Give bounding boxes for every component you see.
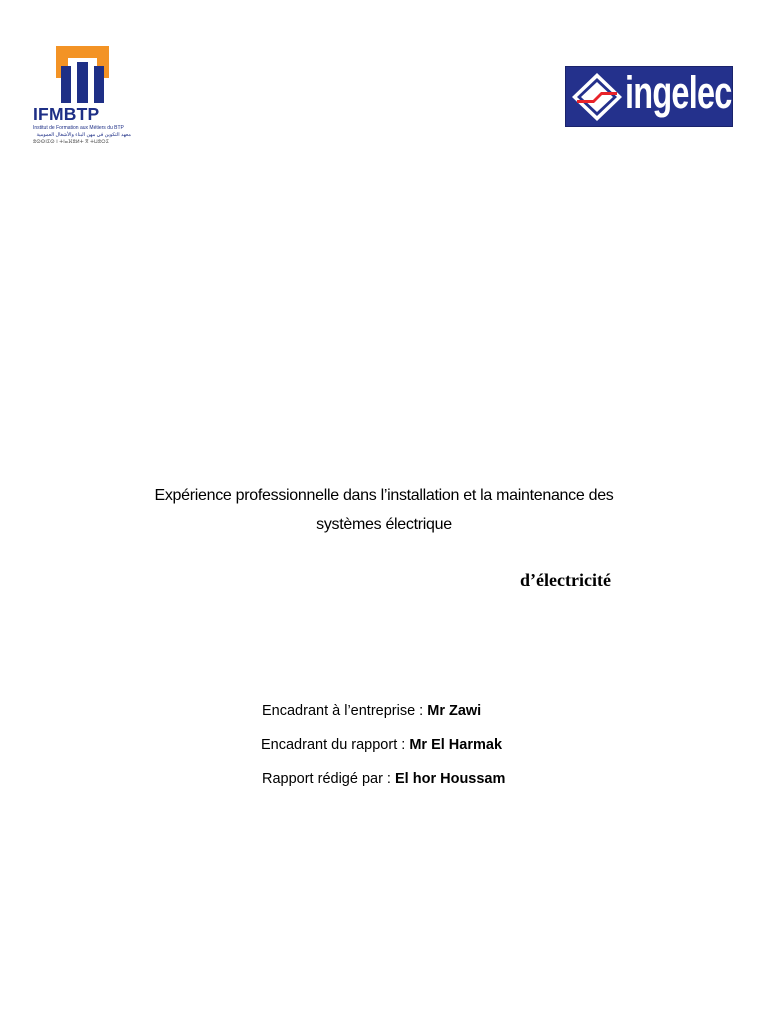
ifmbtp-emblem-icon	[56, 46, 110, 104]
author-label: Rapport rédigé par :	[262, 771, 395, 787]
report-title-line-2: systèmes électrique	[316, 516, 452, 533]
report-title-line-1: Expérience professionnelle dans l’installation et la maintenance des	[154, 487, 614, 504]
ingelec-wordmark: ingelec	[625, 67, 732, 118]
ifmbtp-wordmark: IFMBTP	[33, 104, 100, 124]
report-subtitle: d’électricité	[520, 570, 611, 590]
author-name: El hor Houssam	[395, 771, 506, 787]
ifmbtp-subtitle-tifinagh: ⵓⵙⵙⵏⵉⵙ ⵏ ⵜⵏⴰⴼⵓⵍⵜ ⴳ ⵜⵡⵓⵔⵉ	[33, 139, 109, 145]
report-supervisor-line	[261, 738, 502, 753]
report-supervisor-label: Encadrant du rapport :	[261, 737, 410, 753]
company-supervisor-label: Encadrant à l’entreprise :	[262, 703, 428, 719]
author-line	[262, 772, 505, 787]
company-supervisor-name: Mr Zawi	[427, 703, 482, 719]
ifmbtp-subtitle-french: Institut de Formation aux Métiers du BTP	[33, 125, 124, 131]
ifmbtp-subtitle-arabic: معهد التكوين في مهن البناء والأشغال العمومية	[36, 132, 131, 138]
company-supervisor-line	[262, 704, 481, 719]
ingelec-diamond-icon	[571, 72, 623, 122]
ingelec-logo	[565, 66, 733, 127]
report-supervisor-name: Mr El Harmak	[409, 737, 503, 753]
ifmbtp-logo	[30, 46, 136, 150]
report-title	[90, 481, 678, 539]
